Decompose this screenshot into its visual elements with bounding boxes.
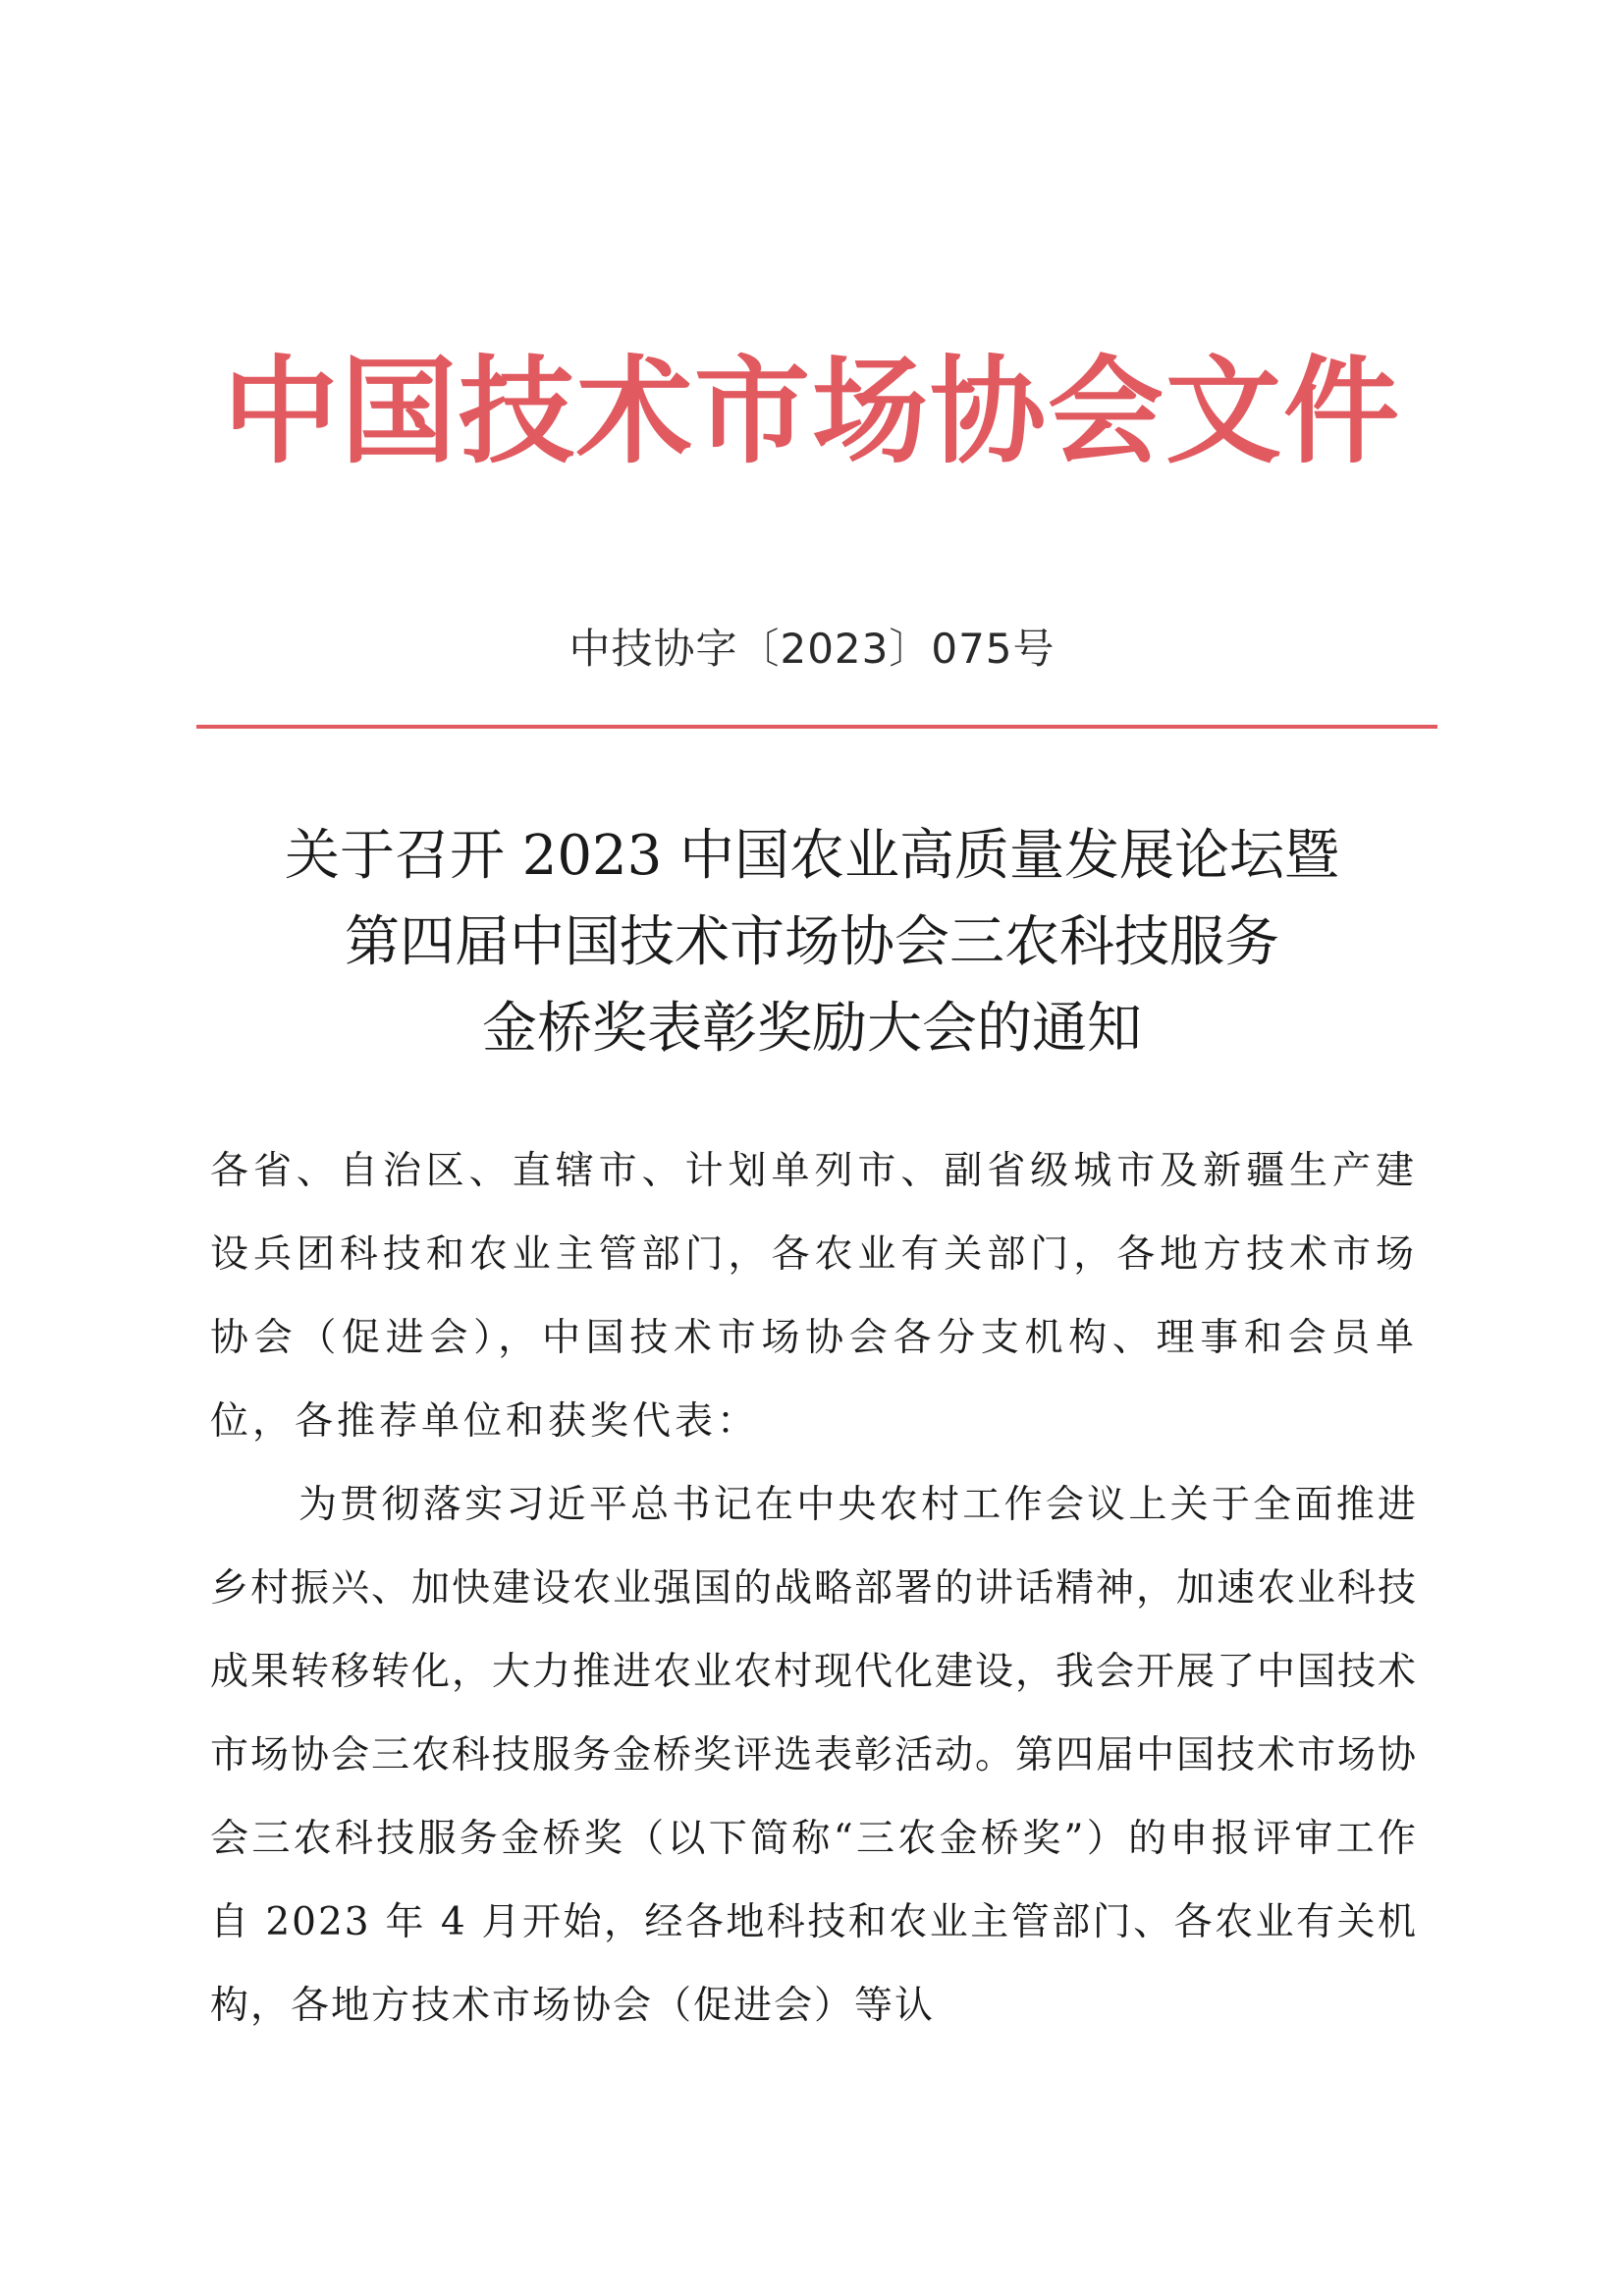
notice-title [196, 813, 1428, 1072]
notice-title-line-1: 关于召开 2023 中国农业高质量发展论坛暨 [284, 824, 1340, 888]
document-number: 中技协字〔2023〕075号 [568, 625, 1056, 673]
salutation-paragraph: 各省、自治区、直辖市、计划单列市、副省级城市及新疆生产建设兵团科技和农业主管部门，各农业有关部门，各地方技术市场协会（促进会），中国技术市场协会各分支机构、理事和会员单位，各推荐单位和获奖代表： [210, 1149, 1418, 1444]
notice-title-line-2: 第四届中国技术市场协会三农科技服务 [345, 910, 1279, 974]
body-paragraph-1: 为贯彻落实习近平总书记在中央农村工作会议上关于全面推进乡村振兴、加快建设农业强国的战略部署的讲话精神，加速农业科技成果转移转化，大力推进农业农村现代化建设，我会开展了中国技术市场协会三农科技服务金桥奖评选表彰活动。第四届中国技术市场协会三农科技服务金桥奖（以下简称“三农金桥奖”）的申报评审工作自 2023 年 4 月开始，经各地科技和农业主管部门、各农业有关机构，各地方技术市场协会（促进会）等认 [210, 1483, 1419, 2028]
notice-title-line-3: 金桥奖表彰奖励大会的通知 [482, 997, 1142, 1061]
notice-body [210, 1129, 1418, 2048]
red-divider-line [196, 725, 1437, 729]
masthead-title: 中国技术市场协会文件 [222, 344, 1401, 479]
